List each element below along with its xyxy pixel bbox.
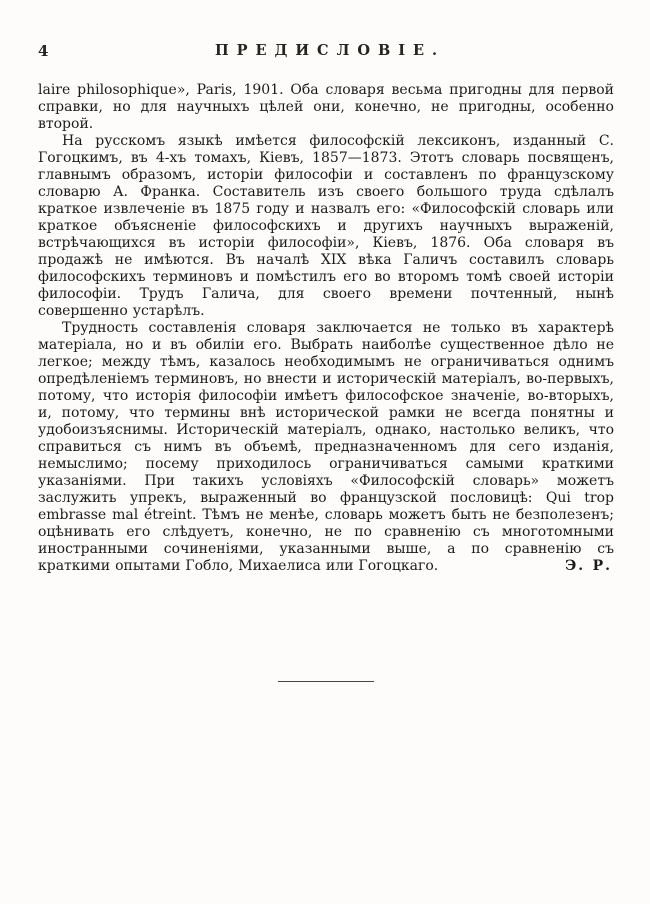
paragraph — [38, 133, 614, 320]
paragraph-continuation — [38, 82, 614, 133]
paragraph — [38, 320, 614, 575]
paragraph-text: laire philosophique», Paris, 1901. Оба словаря весьма пригодны для первой справки, но для научныхъ цѣлей они, конечно, не пригодны, особенно второй. — [38, 82, 614, 132]
author-signature: Э. Р. — [565, 558, 612, 574]
paragraph-text: На русскомъ языкѣ имѣется философскій лексиконъ, изданный С. Гогоцкимъ, въ 4-хъ томахъ, Кіевъ, 1857—1873. Этотъ словарь посвященъ, главнымъ образомъ, исторіи философіи и составленъ по французскому словарю А. Франка. Составитель изъ своего большого труда сдѣлалъ краткое извлеченіе въ 1875 году и назвалъ его: «Философскій словарь или краткое объясненіе философскихъ и другихъ научныхъ выраженій, встрѣчающихся въ исторіи философіи», Кіевъ, 1876. Оба словаря въ продажѣ не имѣются. Въ началѣ XIX вѣка Галичъ составилъ словарь философскихъ терминовъ и помѣстилъ его во второмъ томѣ своей исторіи философіи. Трудъ Галича, для своего времени почтенный, нынѣ совершенно устарѣлъ. — [38, 133, 614, 319]
running-head: ПРЕДИСЛОВІЕ. — [214, 42, 446, 59]
section-end-rule — [278, 681, 374, 682]
page-header — [38, 42, 614, 64]
paragraph-text: Трудность составленія словаря заключается не только въ характерѣ матеріала, но и въ обиліи его. Выбрать наиболѣе существенное дѣло не легкое; между тѣмъ, казалось необходимымъ не ограничиваться однимъ опредѣленіемъ терминовъ, но внести и историческій матеріалъ, во-первыхъ, потому, что исторія философіи имѣетъ философское значеніе, во-вторыхъ, и, потому, что термины внѣ исторической рамки не всегда понятны и удобоизъяснимы. Историческій матеріалъ, однако, настолько великъ, что справиться съ нимъ въ объемѣ, предназначенномъ для сего изданія, немыслимо; посему приходилось ограничиваться самыми краткими указаніями. При такихъ условіяхъ «Философскій словарь» можетъ заслужить упрекъ, выраженный во французской пословицѣ: Qui trop embrasse mal étreint. Тѣмъ не менѣе, словарь можетъ быть не безполезенъ; оцѣнивать его слѣдуетъ, конечно, не по сравненію съ многотомными иностранными сочиненіями, указанными выше, а по сравненію съ краткими опытами Гобло, Михаелиса или Гогоцкаго. — [38, 320, 614, 574]
body-text — [38, 82, 614, 575]
page-number: 4 — [38, 42, 49, 60]
